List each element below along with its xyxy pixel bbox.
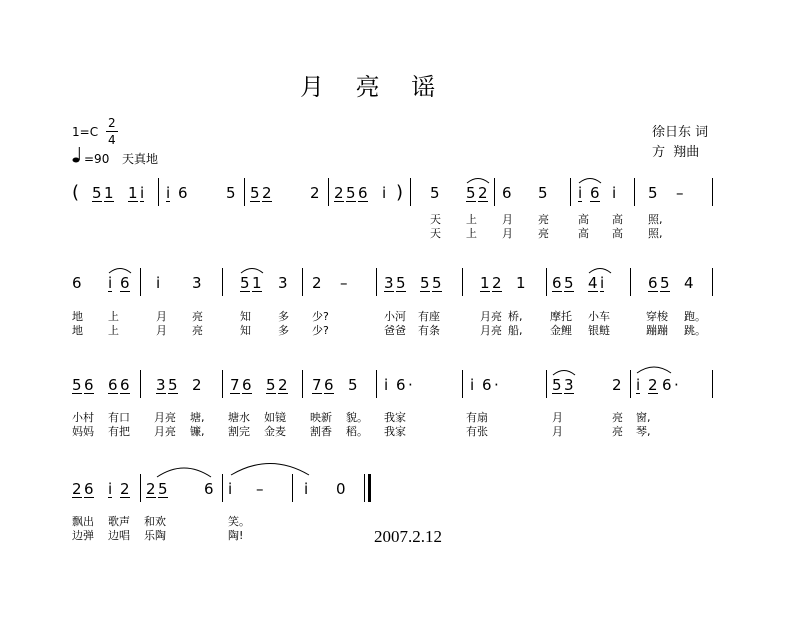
lyric: 有条 [418, 324, 440, 337]
bar-line [376, 370, 377, 398]
lyric: 多 [278, 324, 289, 337]
tie [230, 458, 310, 476]
dot: · [408, 376, 413, 394]
bar-line [712, 370, 713, 398]
note: 5 [648, 184, 658, 202]
note: 5 [552, 376, 562, 394]
lyric: 知 [240, 310, 251, 323]
dash: – [340, 274, 348, 292]
lyric: 镰, [190, 425, 205, 438]
lyric: 天 [430, 227, 441, 240]
note: 6 [482, 376, 492, 394]
note: 6 [648, 274, 658, 292]
note: 6 [662, 376, 672, 394]
note: 5 [538, 184, 548, 202]
lyric: 月 [502, 213, 513, 226]
bar-line [462, 370, 463, 398]
note: 5 [266, 376, 276, 394]
lyric: 高 [612, 213, 623, 226]
note: i [384, 376, 389, 394]
note: 0 [336, 480, 346, 498]
lyric: 蹦蹦 [646, 324, 668, 337]
lyric: 映新 [310, 411, 332, 424]
bar-line [140, 370, 141, 398]
lyric: 乐陶 [144, 529, 166, 542]
bar-line [630, 268, 631, 296]
note: 2 [648, 376, 658, 394]
note: 5 [660, 274, 670, 292]
bar-line [222, 474, 223, 502]
note: 2 [310, 184, 320, 202]
lyric: 地 [72, 310, 83, 323]
lyric: 少? [312, 310, 329, 323]
lyric: 小车 [588, 310, 610, 323]
lyric: 照, [648, 213, 663, 226]
bar-line [712, 178, 713, 206]
lyric: 知 [240, 324, 251, 337]
note: 5 [348, 376, 358, 394]
note: 5 [168, 376, 178, 394]
bar-line [292, 474, 293, 502]
bar-line [222, 370, 223, 398]
lyric: 跳。 [684, 324, 706, 337]
lyric: 亮 [612, 425, 623, 438]
note: 7 [230, 376, 240, 394]
time-signature-bar [106, 131, 118, 132]
dot: · [494, 376, 499, 394]
bar-line [410, 178, 411, 206]
bar-line [630, 370, 631, 398]
note: i [166, 184, 171, 202]
slur [588, 266, 612, 274]
slur [240, 266, 264, 274]
note: i [578, 184, 583, 202]
lyric: 月 [502, 227, 513, 240]
note: 5 [564, 274, 574, 292]
performer: 天真地 [122, 152, 159, 166]
lyricist: 徐日东 词 [652, 125, 709, 140]
lyric: 船, [508, 324, 523, 337]
lyric: 琴, [636, 425, 651, 438]
final-bar-thick [368, 474, 371, 502]
lyric: 银鲢 [588, 324, 610, 337]
note: 2 [120, 480, 130, 498]
lyric: 地 [72, 324, 83, 337]
note: 6 [84, 480, 94, 498]
note: 5 [72, 376, 82, 394]
bar-line [376, 268, 377, 296]
lyric: 塘水 [228, 411, 250, 424]
lyric: 月亮 [480, 310, 502, 323]
lyric: 亮 [192, 324, 203, 337]
slur [552, 368, 576, 376]
bar-line [634, 178, 635, 206]
note: i [108, 480, 113, 498]
note: 5 [226, 184, 236, 202]
note: 7 [312, 376, 322, 394]
note: 2 [612, 376, 622, 394]
lyric: 貌。 [346, 411, 368, 424]
lyric: 飘出 [72, 515, 94, 528]
note: 5 [466, 184, 476, 202]
lyric: 歌声 [108, 515, 130, 528]
note: 2 [334, 184, 344, 202]
note: 6 [552, 274, 562, 292]
bar-line [494, 178, 495, 206]
bar-line [712, 268, 713, 296]
note: i [600, 274, 605, 292]
note: 3 [156, 376, 166, 394]
note: 3 [192, 274, 202, 292]
bar-line [140, 474, 141, 502]
note: 6 [120, 274, 130, 292]
note: 2 [478, 184, 488, 202]
lyric: 天 [430, 213, 441, 226]
note: 6 [242, 376, 252, 394]
note: i [470, 376, 475, 394]
bar-line [462, 268, 463, 296]
note: i [140, 184, 145, 202]
time-signature-bottom: 4 [108, 133, 116, 147]
note: 5 [432, 274, 442, 292]
note: 6 [204, 480, 214, 498]
lyric: 金鲤 [550, 324, 572, 337]
note: i [228, 480, 233, 498]
note: 2 [262, 184, 272, 202]
lyric: 亮 [538, 213, 549, 226]
note: 3 [564, 376, 574, 394]
date: 2007.2.12 [374, 527, 442, 546]
lyric: 穿梭 [646, 310, 668, 323]
lyric: 上 [108, 310, 119, 323]
lyric: 上 [466, 213, 477, 226]
lyric: 亮 [612, 411, 623, 424]
note: 6 [84, 376, 94, 394]
bar-line [302, 370, 303, 398]
note: 5 [240, 274, 250, 292]
lyric: 有把 [108, 425, 130, 438]
tempo: =90 [84, 152, 110, 166]
lyric: 妈妈 [72, 425, 94, 438]
note: 1 [516, 274, 526, 292]
lyric: 窗, [636, 411, 651, 424]
note: 3 [384, 274, 394, 292]
dash: – [256, 480, 264, 498]
bar-line [158, 178, 159, 206]
lyric: 摩托 [550, 310, 572, 323]
bar-line [570, 178, 571, 206]
lyric: 有扇 [466, 411, 488, 424]
lyric: 爸爸 [384, 324, 406, 337]
dot: · [674, 376, 679, 394]
lyric: 上 [108, 324, 119, 337]
lyric: 高 [578, 227, 589, 240]
composer: 方 翔曲 [652, 145, 700, 160]
key-signature: 1=C [72, 125, 99, 139]
lyric: 月亮 [154, 425, 176, 438]
note: 6 [72, 274, 82, 292]
lyric: 桥, [508, 310, 523, 323]
open-paren: ( [72, 182, 80, 203]
note: 2 [72, 480, 82, 498]
lyric: 如镜 [264, 411, 286, 424]
lyric: 割完 [228, 425, 250, 438]
lyric: 陶! [228, 529, 244, 542]
lyric: 边唱 [108, 529, 130, 542]
close-paren: ) [396, 182, 404, 203]
lyric: 割香 [310, 425, 332, 438]
bar-line [302, 268, 303, 296]
note: 6 [120, 376, 130, 394]
note: 1 [480, 274, 490, 292]
lyric: 金麦 [264, 425, 286, 438]
lyric: 有张 [466, 425, 488, 438]
bar-line [244, 178, 245, 206]
note: 5 [430, 184, 440, 202]
lyric: 照, [648, 227, 663, 240]
dash: – [676, 184, 684, 202]
lyric: 我家 [384, 411, 406, 424]
lyric: 月亮 [480, 324, 502, 337]
lyric: 少? [312, 324, 329, 337]
note: i [108, 274, 113, 292]
lyric: 月 [552, 411, 563, 424]
note: i [156, 274, 161, 292]
note: 5 [250, 184, 260, 202]
note: 6 [502, 184, 512, 202]
note: i [612, 184, 617, 202]
lyric: 有口 [108, 411, 130, 424]
note: 5 [420, 274, 430, 292]
note: 6 [324, 376, 334, 394]
lyric: 跑。 [684, 310, 706, 323]
lyric: 笑。 [228, 515, 250, 528]
note: 2 [146, 480, 156, 498]
note: 4 [588, 274, 598, 292]
lyric: 我家 [384, 425, 406, 438]
note: 1 [104, 184, 114, 202]
slur [636, 364, 672, 374]
note: 3 [278, 274, 288, 292]
slur [578, 176, 602, 184]
note: 6 [178, 184, 188, 202]
note: 5 [346, 184, 356, 202]
lyric: 和欢 [144, 515, 166, 528]
lyric: 月 [156, 324, 167, 337]
note: 4 [684, 274, 694, 292]
note: 1 [128, 184, 138, 202]
note: 1 [252, 274, 262, 292]
note: 2 [278, 376, 288, 394]
bar-line [140, 268, 141, 296]
note: 2 [492, 274, 502, 292]
note: i [636, 376, 641, 394]
quarter-note-icon [72, 146, 82, 164]
lyric: 多 [278, 310, 289, 323]
bar-line [328, 178, 329, 206]
lyric: 高 [578, 213, 589, 226]
slur [466, 176, 490, 184]
note: 6 [590, 184, 600, 202]
time-signature-top: 2 [108, 116, 116, 130]
bar-line [222, 268, 223, 296]
lyric: 月 [156, 310, 167, 323]
note: 5 [396, 274, 406, 292]
lyric: 月 [552, 425, 563, 438]
lyric: 有座 [418, 310, 440, 323]
note: 2 [312, 274, 322, 292]
lyric: 高 [612, 227, 623, 240]
lyric: 塘, [190, 411, 205, 424]
lyric: 边弹 [72, 529, 94, 542]
note: 2 [192, 376, 202, 394]
final-bar-thin [364, 474, 365, 502]
note: i [304, 480, 309, 498]
note: 6 [396, 376, 406, 394]
slur [108, 266, 132, 274]
lyric: 亮 [192, 310, 203, 323]
lyric: 亮 [538, 227, 549, 240]
note: 6 [358, 184, 368, 202]
bar-line [546, 370, 547, 398]
lyric: 稻。 [346, 425, 368, 438]
note: 6 [108, 376, 118, 394]
lyric: 小村 [72, 411, 94, 424]
slur [156, 464, 212, 478]
note: i [382, 184, 387, 202]
note: 5 [158, 480, 168, 498]
lyric: 月亮 [154, 411, 176, 424]
note: 5 [92, 184, 102, 202]
bar-line [546, 268, 547, 296]
lyric: 上 [466, 227, 477, 240]
song-title: 月 亮 谣 [300, 73, 448, 101]
lyric: 小河 [384, 310, 406, 323]
